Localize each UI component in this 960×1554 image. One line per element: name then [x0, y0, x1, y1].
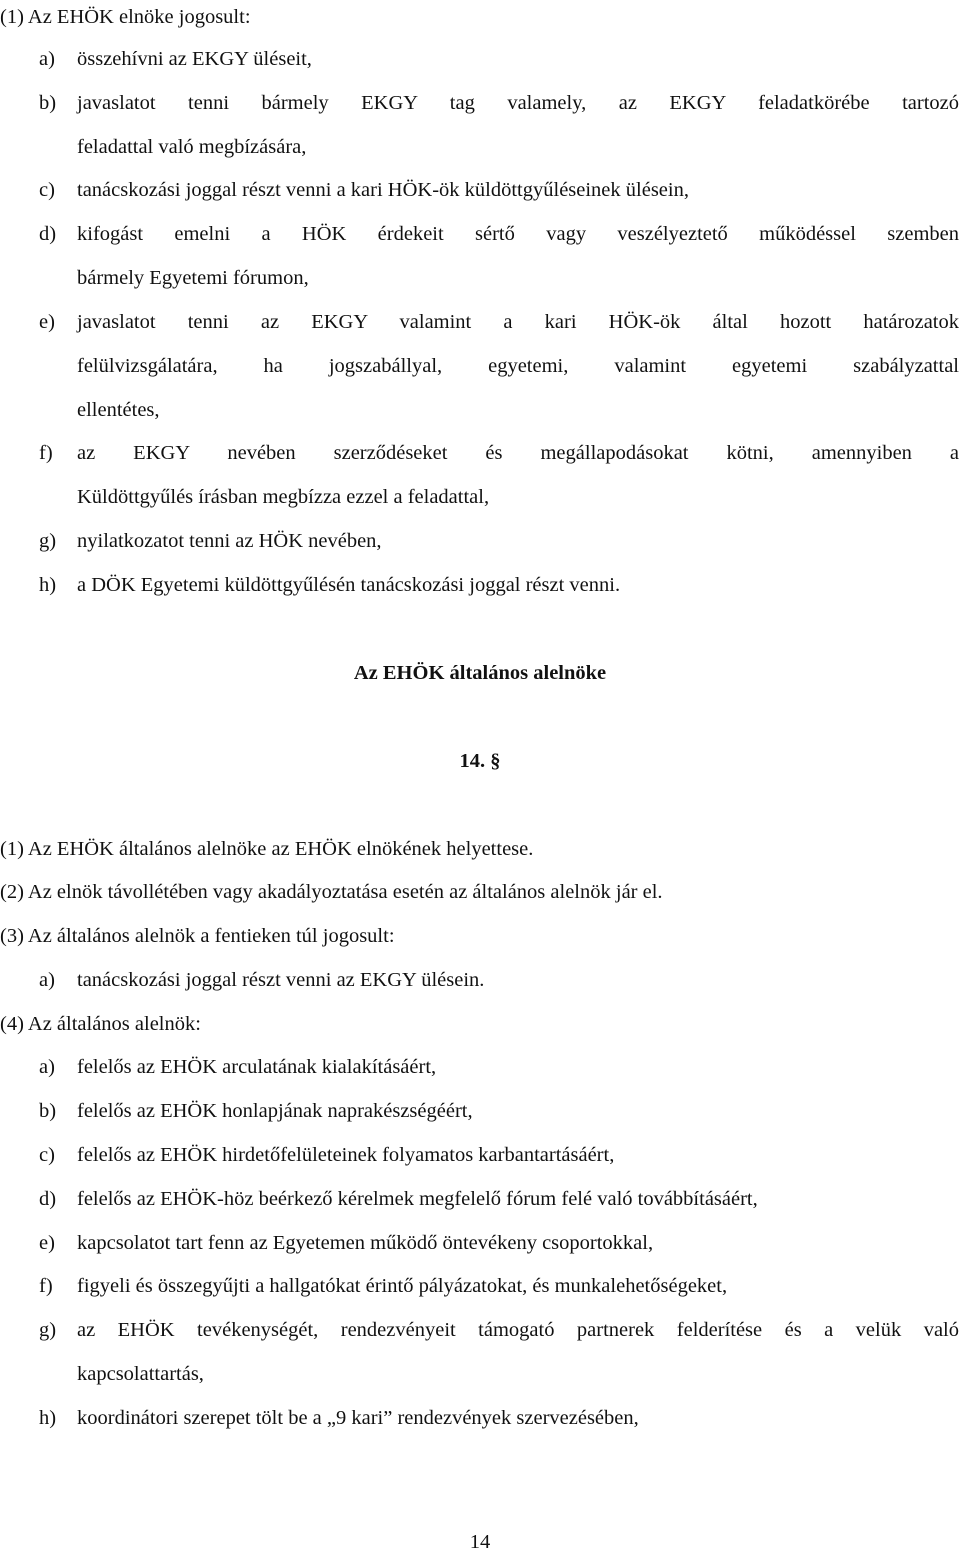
list-item-text: ellentétes,	[77, 399, 160, 421]
paragraph-number: 14. §	[459, 750, 501, 772]
section-heading: Az EHÖK általános alelnöke	[353, 662, 607, 684]
list-item-marker: c)	[39, 1144, 55, 1166]
list-item-text: felelős az EHÖK hirdetőfelületeinek folyamatos karbantartásáért,	[77, 1144, 615, 1166]
list-item-marker: d)	[39, 223, 57, 245]
list-item-marker: b)	[39, 1100, 57, 1122]
list-item-text: felelős az EHÖK honlapjának naprakészségéért,	[77, 1100, 473, 1122]
list-item-marker: a)	[39, 48, 55, 70]
list-item-marker: f)	[39, 1275, 53, 1297]
paragraph-1: (1) Az EHÖK általános alelnöke az EHÖK elnökének helyettese.	[0, 838, 534, 860]
list-item-text: összehívni az EKGY üléseit,	[77, 48, 312, 70]
list-item-text: kapcsolattartás,	[77, 1363, 204, 1385]
list-item-text: felelős az EHÖK-höz beérkező kérelmek megfelelő fórum felé való továbbításáért,	[77, 1188, 758, 1210]
list-item-marker: e)	[39, 311, 55, 333]
list-item-marker: b)	[39, 92, 57, 114]
list-item-text: feladattal való megbízására,	[77, 136, 307, 158]
list-item-marker: d)	[39, 1188, 57, 1210]
list-item-text: koordinátori szerepet tölt be a „9 kari” rendezvények szervezésében,	[77, 1407, 639, 1429]
list-item-marker: f)	[39, 442, 53, 464]
list-item-text: tanácskozási joggal részt venni az EKGY ülésein.	[77, 969, 485, 991]
paragraph-4: (4) Az általános alelnök:	[0, 1013, 201, 1035]
list-item-marker: g)	[39, 530, 57, 552]
paragraph-3: (3) Az általános alelnök a fentieken túl jogosult:	[0, 925, 395, 947]
list-item-text: javaslatot tenni bármely EKGY tag valamely, az EKGY feladatkörébe tartozó	[77, 92, 959, 114]
list-item-marker: a)	[39, 1056, 55, 1078]
list-item-marker: e)	[39, 1232, 55, 1254]
list-item-text: kapcsolatot tart fenn az Egyetemen működő öntevékeny csoportokkal,	[77, 1232, 654, 1254]
list-item-text: Küldöttgyűlés írásban megbízza ezzel a feladattal,	[77, 486, 490, 508]
list-item-text: kifogást emelni a HÖK érdekeit sértő vagy veszélyeztető működéssel szemben	[77, 223, 959, 245]
list-item-text: tanácskozási joggal részt venni a kari HÖK-ök küldöttgyűléseinek ülésein,	[77, 179, 689, 201]
list-item-marker: h)	[39, 1407, 57, 1429]
list-item-text: felülvizsgálatára, ha jogszabállyal, egyetemi, valamint egyetemi szabályzattal	[77, 355, 959, 377]
list-item-marker: a)	[39, 969, 55, 991]
paragraph-2: (2) Az elnök távollétében vagy akadályoztatása esetén az általános alelnök jár el.	[0, 881, 663, 903]
list-item-marker: h)	[39, 574, 57, 596]
list-item-marker: g)	[39, 1319, 57, 1341]
section1-intro: (1) Az EHÖK elnöke jogosult:	[0, 6, 251, 28]
list-item-text: felelős az EHÖK arculatának kialakításáért,	[77, 1056, 437, 1078]
list-item-text: a DÖK Egyetemi küldöttgyűlésén tanácskozási joggal részt venni.	[77, 574, 621, 596]
list-item-text: figyeli és összegyűjti a hallgatókat érintő pályázatokat, és munkalehetőségeket,	[77, 1275, 728, 1297]
list-item-text: az EKGY nevében szerződéseket és megállapodásokat kötni, amennyiben a	[77, 442, 959, 464]
list-item-text: bármely Egyetemi fórumon,	[77, 267, 309, 289]
list-item-text: az EHÖK tevékenységét, rendezvényeit támogató partnerek felderítése és a velük való	[77, 1319, 959, 1341]
list-item-text: javaslatot tenni az EKGY valamint a kari HÖK-ök által hozott határozatok	[77, 311, 959, 333]
page-number: 14	[469, 1531, 491, 1553]
list-item-text: nyilatkozatot tenni az HÖK nevében,	[77, 530, 382, 552]
list-item-marker: c)	[39, 179, 55, 201]
